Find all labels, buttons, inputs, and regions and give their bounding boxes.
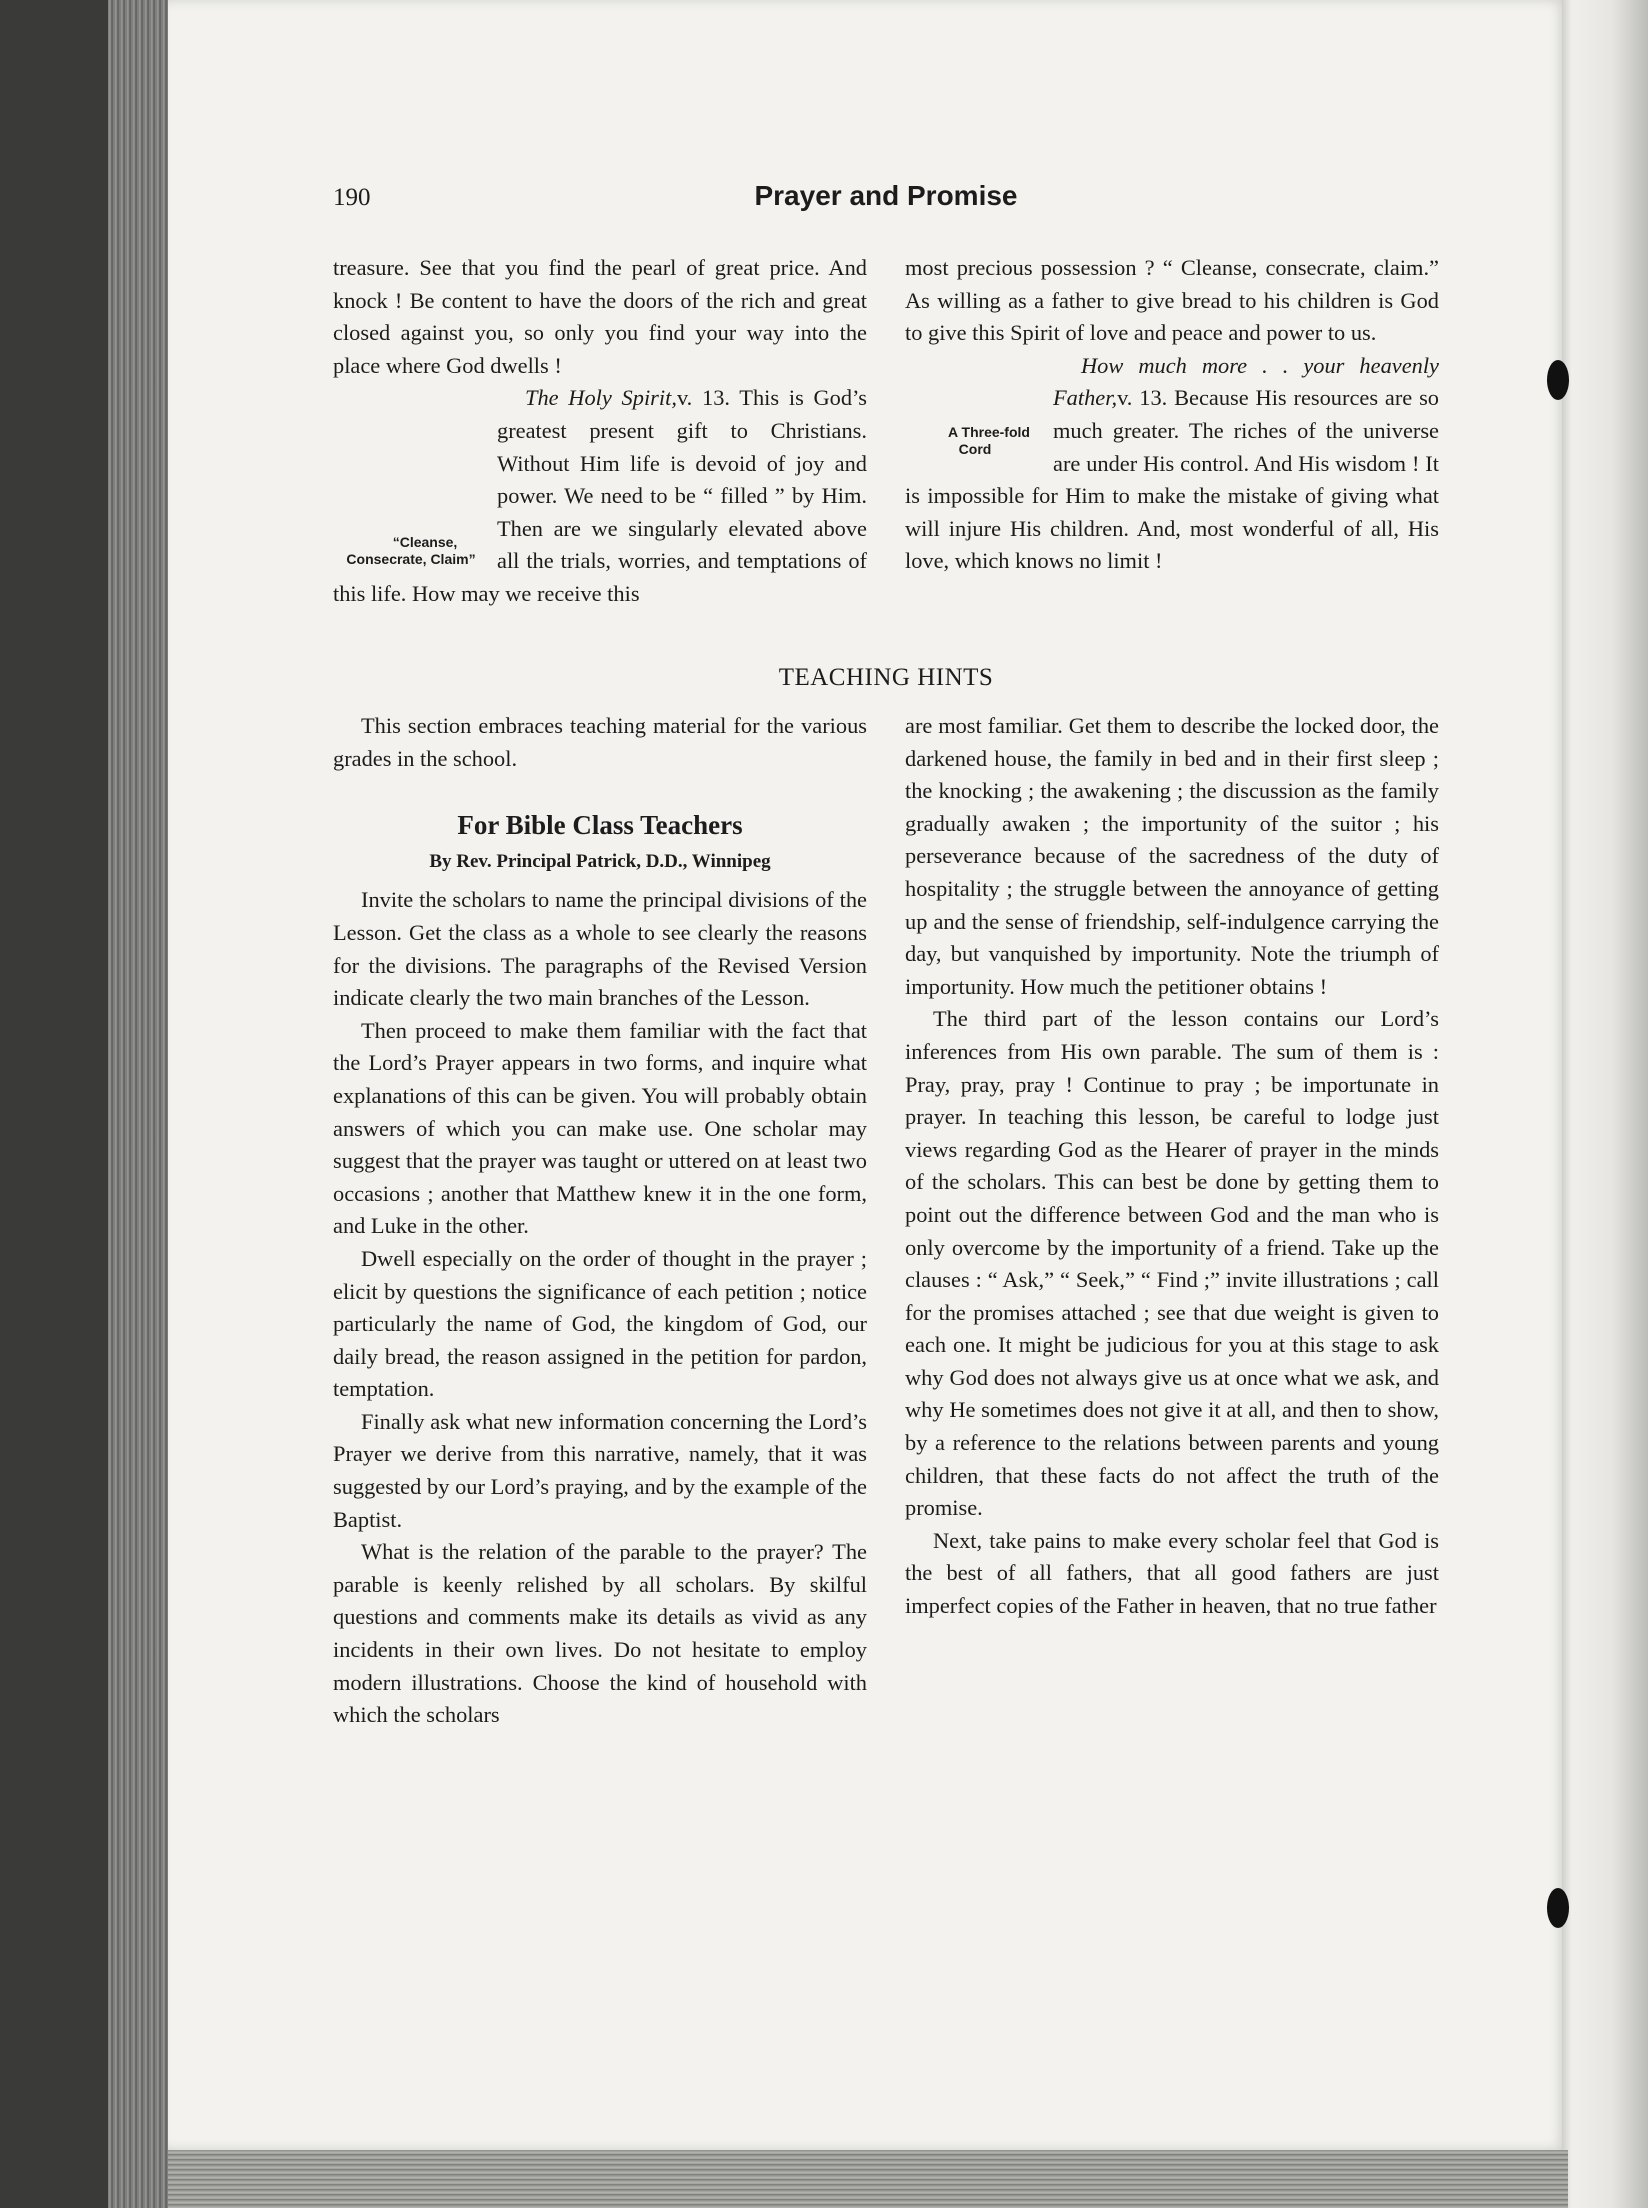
- paragraph: [905, 350, 1439, 578]
- intro-paragraph: This section embraces teaching material for the various grades in the school.: [333, 713, 867, 771]
- paragraph: Finally ask what new information concerning the Lord’s Prayer we derive from this narrative, namely, that it was suggested by our Lord’s praying, and by the example of the Baptist.: [333, 1408, 867, 1532]
- paragraph: Then proceed to make them familiar with the fact that the Lord’s Prayer appears in two forms, and inquire what explanations of this can be given. You will probably obtain answers of which you can make use. One scholar may suggest that the prayer was taught or uttered on at least two occasions ; another that Matthew knew it in the one form, and Luke in the other.: [333, 1017, 867, 1239]
- paragraph: [333, 382, 867, 610]
- book-bottom-edge: [168, 2150, 1568, 2208]
- binding-hole-mark: [1547, 1888, 1569, 1928]
- byline: By Rev. Principal Patrick, D.D., Winnipeg: [429, 850, 771, 872]
- paragraph: Dwell especially on the order of thought in the prayer ; elicit by questions the significance of each petition ; notice particularly the name of God, the kingdom of God, our daily bread, the reason assigned in the petition for pardon, temptation.: [333, 1245, 867, 1402]
- margin-note-three-fold-cord: A Three-fold Cord: [948, 423, 1030, 457]
- scripture-reference: The Holy Spirit,: [525, 385, 677, 411]
- binding-hole-mark: [1547, 360, 1569, 400]
- paragraph: Invite the scholars to name the principal divisions of the Lesson. Get the class as a whole to see clearly the reasons for the divisions. The paragraphs of the Revised Version indicate clearly the two main branches of the Lesson.: [333, 887, 867, 1011]
- paragraph: Next, take pains to make every scholar feel that God is the best of all fathers, that all good fathers are just imperfect copies of the Father in heaven, that no true father: [905, 1527, 1439, 1619]
- page-number: 190: [333, 184, 371, 211]
- book-page-edges: [108, 0, 170, 2208]
- paragraph: most precious possession ? “ Cleanse, consecrate, claim.” As willing as a father to give bread to his children is God to give this Spirit of love and peace and power to us.: [905, 255, 1439, 346]
- bottom-left-column: [333, 710, 867, 1732]
- running-title: Prayer and Promise: [754, 180, 1018, 211]
- paragraph: The third part of the lesson contains our Lord’s inferences from His own parable. The sum of them is : Pray, pray, pray ! Continue to pray ; be importunate in prayer. In teaching this lesson, be careful to lodge just views regarding God as the Hearer of prayer in the minds of the scholars. This can best be done by getting them to point out the difference between God and the man who is only overcome by the importunity of a friend. Take up the clauses : “ Ask,” “ Seek,” “ Find ;” invite illustrations ; call for the promises attached ; see that due weight is given to each one. It might be judicious for you at this stage to ask why God does not always give us at once what we ask, and why He sometimes does not give it at all, and then to show, by a reference to the relations between parents and young children, that these facts do not affect the truth of the promise.: [905, 1006, 1439, 1521]
- margin-note-cleanse: “Cleanse, Consecrate, Claim”: [346, 534, 476, 568]
- paragraph: What is the relation of the parable to the prayer? The parable is keenly relished by all scholars. By skilful questions and comments make its details as vivid as any incidents in their own lives. Do not hesitate to employ modern illustrations. Choose the kind of household with which the scholars: [333, 1539, 867, 1728]
- subheading: For Bible Class Teachers: [457, 810, 743, 841]
- section-heading: TEACHING HINTS: [778, 664, 994, 691]
- bottom-right-column: [905, 710, 1439, 1623]
- top-left-column: [333, 252, 867, 611]
- book-binding: [1562, 0, 1648, 2208]
- scripture-reference: How much more . . your heavenly Father,: [1053, 352, 1439, 411]
- paragraph: treasure. See that you find the pearl of great price. And knock ! Be content to have the doors of the rich and great closed against you, so only you find your way into the place where God dwells !: [333, 255, 867, 378]
- top-right-column: [905, 252, 1439, 578]
- paragraph-text: v. 13. Because His resources are so much greater. The riches of the universe are under His control. And His wisdom ! It is impossible for Him to make the mistake of giving what will injure His children. And, most wonderful of all, His love, which knows no limit !: [905, 385, 1439, 574]
- paragraph: are most familiar. Get them to describe the locked door, the darkened house, the family in bed and in their first sleep ; the knocking ; the awakening ; the discussion as the family gradually awaken ; the importunity of the suitor ; his perseverance because of the sacredness of the duty of hospitality ; the struggle between the annoyance of getting up and the sense of friendship, self-indulgence carrying the day, but vanquished by importunity. Note the triumph of importunity. How much the petitioner obtains !: [905, 713, 1439, 999]
- paragraph-text: v. 13. This is God’s greatest present gift to Christians. Without Him life is devoid of joy and power. We need to be “ filled ” by Him. Then are we singularly elevated above all the trials, worries, and temptations of this life. How may we receive this: [333, 385, 867, 606]
